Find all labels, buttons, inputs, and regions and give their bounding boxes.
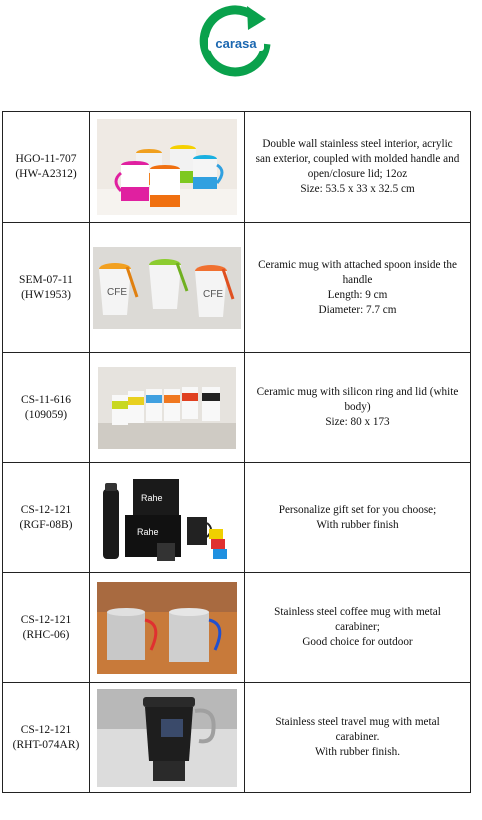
svg-text:CFE: CFE bbox=[107, 286, 127, 298]
product-code-cell bbox=[3, 683, 90, 793]
description-line: Size: 80 x 173 bbox=[325, 416, 390, 428]
steel-carabiner-mugs-image bbox=[97, 582, 237, 674]
product-image-cell bbox=[90, 683, 245, 793]
description-line: open/closure lid; 12oz bbox=[307, 168, 408, 180]
description-line: san exterior, coupled with molded handle and bbox=[255, 153, 460, 165]
product-code: CS-12-121 bbox=[20, 613, 72, 626]
description-line: With rubber finish bbox=[316, 518, 399, 531]
product-code-cell bbox=[3, 573, 90, 683]
logo-text: carasa bbox=[215, 36, 257, 51]
product-ref: (RGF-08B) bbox=[19, 518, 73, 531]
table-row bbox=[3, 573, 471, 683]
product-ref: (RHC-06) bbox=[22, 628, 70, 641]
table-row bbox=[3, 683, 471, 793]
product-image-cell bbox=[90, 223, 245, 353]
description-line: carabiner. bbox=[335, 731, 380, 743]
description-line: Good choice for outdoor bbox=[302, 636, 413, 648]
product-description bbox=[245, 112, 471, 223]
description-line: Diameter: 7.7 cm bbox=[318, 303, 397, 316]
product-image-cell bbox=[90, 463, 245, 573]
description-line: Stainless steel coffee mug with metal bbox=[274, 606, 441, 618]
product-image-cell bbox=[90, 353, 245, 463]
product-image-cell bbox=[90, 573, 245, 683]
description-line: Ceramic mug with silicon ring and lid (white bbox=[256, 386, 459, 398]
svg-text:CFE: CFE bbox=[203, 288, 223, 300]
description-line: handle bbox=[342, 273, 373, 286]
product-code: CS-12-121 bbox=[20, 723, 72, 736]
description-line: With rubber finish. bbox=[315, 746, 400, 758]
description-line: Length: 9 cm bbox=[327, 288, 388, 301]
description-line: Size: 53.5 x 33 x 32.5 cm bbox=[300, 183, 415, 195]
travel-mug-image bbox=[97, 689, 237, 787]
ceramic-spoon-mugs-image bbox=[93, 247, 241, 329]
description-line: carabiner; bbox=[335, 621, 380, 633]
product-description bbox=[245, 683, 471, 793]
product-description bbox=[245, 573, 471, 683]
box-brand-text: Rahe bbox=[141, 492, 163, 503]
product-code-cell bbox=[3, 223, 90, 353]
product-code: SEM-07-11 bbox=[19, 273, 73, 286]
gift-set-image bbox=[97, 469, 237, 567]
product-ref: (HW-A2312) bbox=[15, 168, 77, 180]
product-description bbox=[245, 223, 471, 353]
table-row bbox=[3, 463, 471, 573]
product-code: CS-11-616 bbox=[20, 393, 72, 406]
product-code: HGO-11-707 bbox=[15, 153, 77, 165]
description-line: Ceramic mug with attached spoon inside the bbox=[258, 258, 457, 271]
case-brand-text: Rahe bbox=[137, 526, 159, 537]
product-description bbox=[245, 463, 471, 573]
carasa-logo bbox=[196, 4, 276, 84]
product-code-cell bbox=[3, 112, 90, 223]
product-table bbox=[2, 111, 471, 793]
description-line: Stainless steel travel mug with metal bbox=[275, 716, 440, 728]
product-ref: (109059) bbox=[24, 408, 68, 421]
silicon-ring-mugs-image bbox=[98, 367, 236, 449]
product-image-cell bbox=[90, 112, 245, 223]
table-row bbox=[3, 223, 471, 353]
mugs-with-lids-image bbox=[97, 119, 237, 215]
description-line: body) bbox=[344, 401, 371, 413]
product-ref: (RHT-074AR) bbox=[12, 738, 80, 751]
table-row bbox=[3, 112, 471, 223]
product-code-cell bbox=[3, 353, 90, 463]
product-code: CS-12-121 bbox=[20, 503, 72, 516]
description-line: Personalize gift set for you choose; bbox=[278, 503, 437, 516]
product-description bbox=[245, 353, 471, 463]
description-line: Double wall stainless steel interior, acrylic bbox=[262, 138, 453, 150]
product-code-cell bbox=[3, 463, 90, 573]
table-row bbox=[3, 353, 471, 463]
product-ref: (HW1953) bbox=[21, 288, 71, 301]
